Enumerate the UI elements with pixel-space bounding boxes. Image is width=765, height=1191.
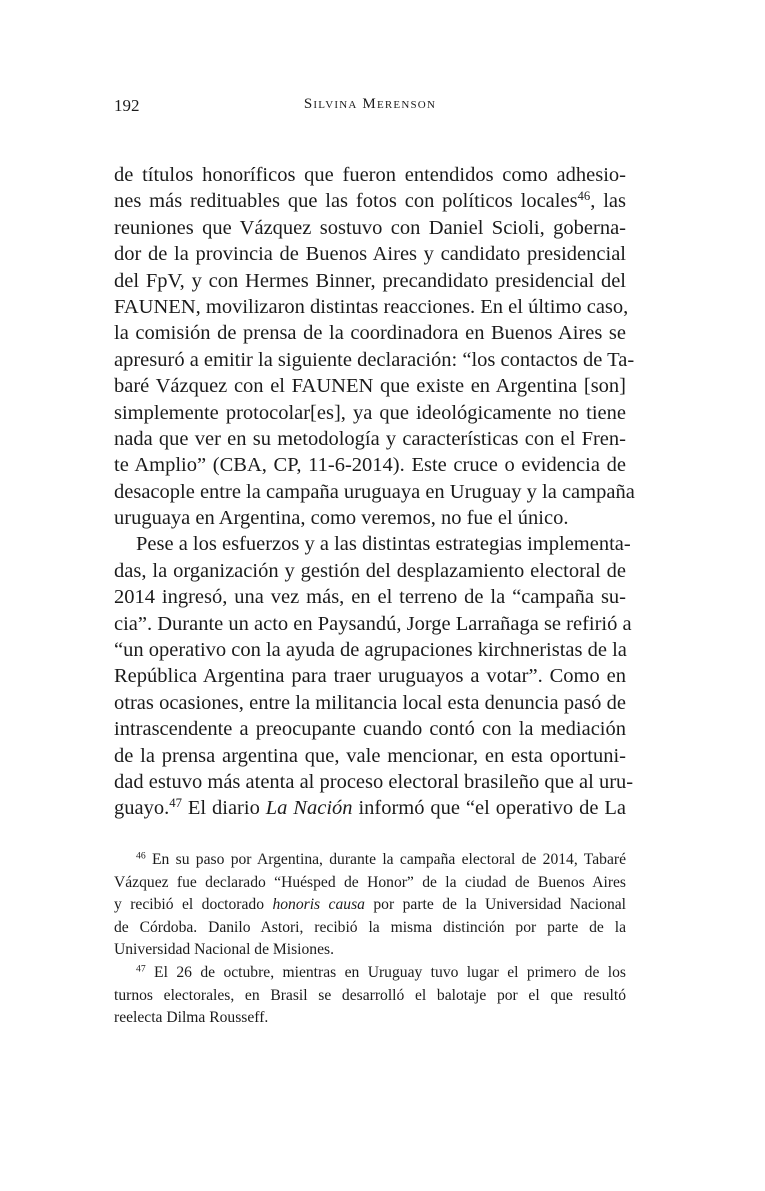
newspaper-title: La Nación [265, 797, 353, 820]
text-line: la comisión de prensa de la coordinadora en Buenos Aires se [114, 322, 626, 345]
footnote-line: Universidad Nacional de Misiones. [114, 941, 334, 959]
text-line: de títulos honoríficos que fueron entendidos como adhesio- [114, 164, 626, 186]
footnote-line: de Córdoba. Danilo Astori, recibió la misma distinción por parte de la [114, 918, 626, 936]
text-line: baré Vázquez con el FAUNEN que existe en Argentina [son] [114, 375, 626, 398]
text-segment: nes más redituables que las fotos con políticos locales [114, 190, 578, 213]
text-line: cia”. Durante un acto en Paysandú, Jorge Larrañaga se refirió a [114, 612, 632, 635]
text-line [114, 188, 626, 214]
text-line: otras ocasiones, entre la militancia local esta denuncia pasó de [114, 691, 626, 714]
text-segment: por parte de la Universidad Nacional [364, 896, 626, 914]
text-line: del FpV, y con Hermes Binner, precandidato presidencial del [114, 269, 626, 292]
text-segment: guayo. [114, 797, 170, 820]
text-line: dor de la provincia de Buenos Aires y candidato presidencial [114, 243, 626, 266]
text-line: de la prensa argentina que, vale mencionar, en esta oportuni- [114, 744, 626, 767]
text-line [114, 795, 626, 821]
footnotes [114, 849, 626, 1030]
footnote-47 [114, 962, 626, 1030]
page-number: 192 [114, 96, 140, 115]
footnote-ref-47[interactable]: 47 [169, 796, 182, 811]
body-text [114, 162, 635, 822]
text-line: te Amplio” (CBA, CP, 11-6-2014). Este cruce o evidencia de [114, 454, 626, 477]
text-segment: El 26 de octubre, mientras en Uruguay tuvo lugar el primero de los [145, 963, 626, 981]
footnote-ref-46[interactable]: 46 [577, 189, 591, 204]
text-line: desacople entre la campaña uruguaya en Uruguay y la campaña [114, 480, 635, 503]
text-line: simplemente protocolar[es], ya que ideológicamente no tiene [114, 401, 626, 424]
text-line: apresuró a emitir la siguiente declaración: “los contactos de Ta- [114, 348, 635, 371]
footnote-line [114, 962, 626, 985]
footnote-46 [114, 849, 626, 962]
text-line: dad estuvo más atenta al proceso electoral brasileño que al uru- [114, 770, 634, 793]
footnote-line [114, 894, 626, 917]
text-line: Pese a los esfuerzos y a las distintas estrategias implementa- [136, 533, 631, 556]
footnote-line [114, 849, 626, 872]
latin-term: honoris causa [272, 896, 365, 914]
text-line: República Argentina para traer uruguayos a votar”. Como en [114, 665, 626, 688]
text-line: FAUNEN, movilizaron distintas reacciones. En el último caso, [114, 295, 629, 318]
text-segment: y recibió el doctorado [114, 896, 273, 914]
text-line: uruguaya en Argentina, como veremos, no fue el único. [114, 507, 569, 530]
text-segment: El diario [181, 797, 266, 820]
text-line: “un operativo con la ayuda de agrupaciones kirchneristas de la [114, 639, 627, 662]
text-segment: , las [590, 190, 626, 213]
footnote-marker-46: 46 [136, 850, 146, 862]
footnote-line: turnos electorales, en Brasil se desarrolló el balotaje por el que resultó [114, 986, 626, 1004]
text-segment: informó que “el operativo de La [352, 797, 626, 820]
footnote-line: reelecta Dilma Rousseff. [114, 1009, 269, 1027]
footnote-line: Vázquez fue declarado “Huésped de Honor” de la ciudad de Buenos Aires [114, 873, 626, 891]
text-line: reuniones que Vázquez sostuvo con Daniel Scioli, goberna- [114, 216, 626, 239]
text-line: das, la organización y gestión del desplazamiento electoral de [114, 559, 626, 582]
text-line: intrascendente a preocupante cuando contó con la mediación [114, 718, 626, 741]
text-line: 2014 ingresó, una vez más, en el terreno de la “campaña su- [114, 586, 626, 609]
text-segment: En su paso por Argentina, durante la campaña electoral de 2014, Tabaré [145, 851, 626, 868]
text-line: nada que ver en su metodología y características con el Fren- [114, 427, 626, 450]
running-head-author: Silvina Merenson [303, 96, 437, 112]
page-header [114, 96, 626, 120]
footnote-marker-47: 47 [136, 963, 146, 975]
